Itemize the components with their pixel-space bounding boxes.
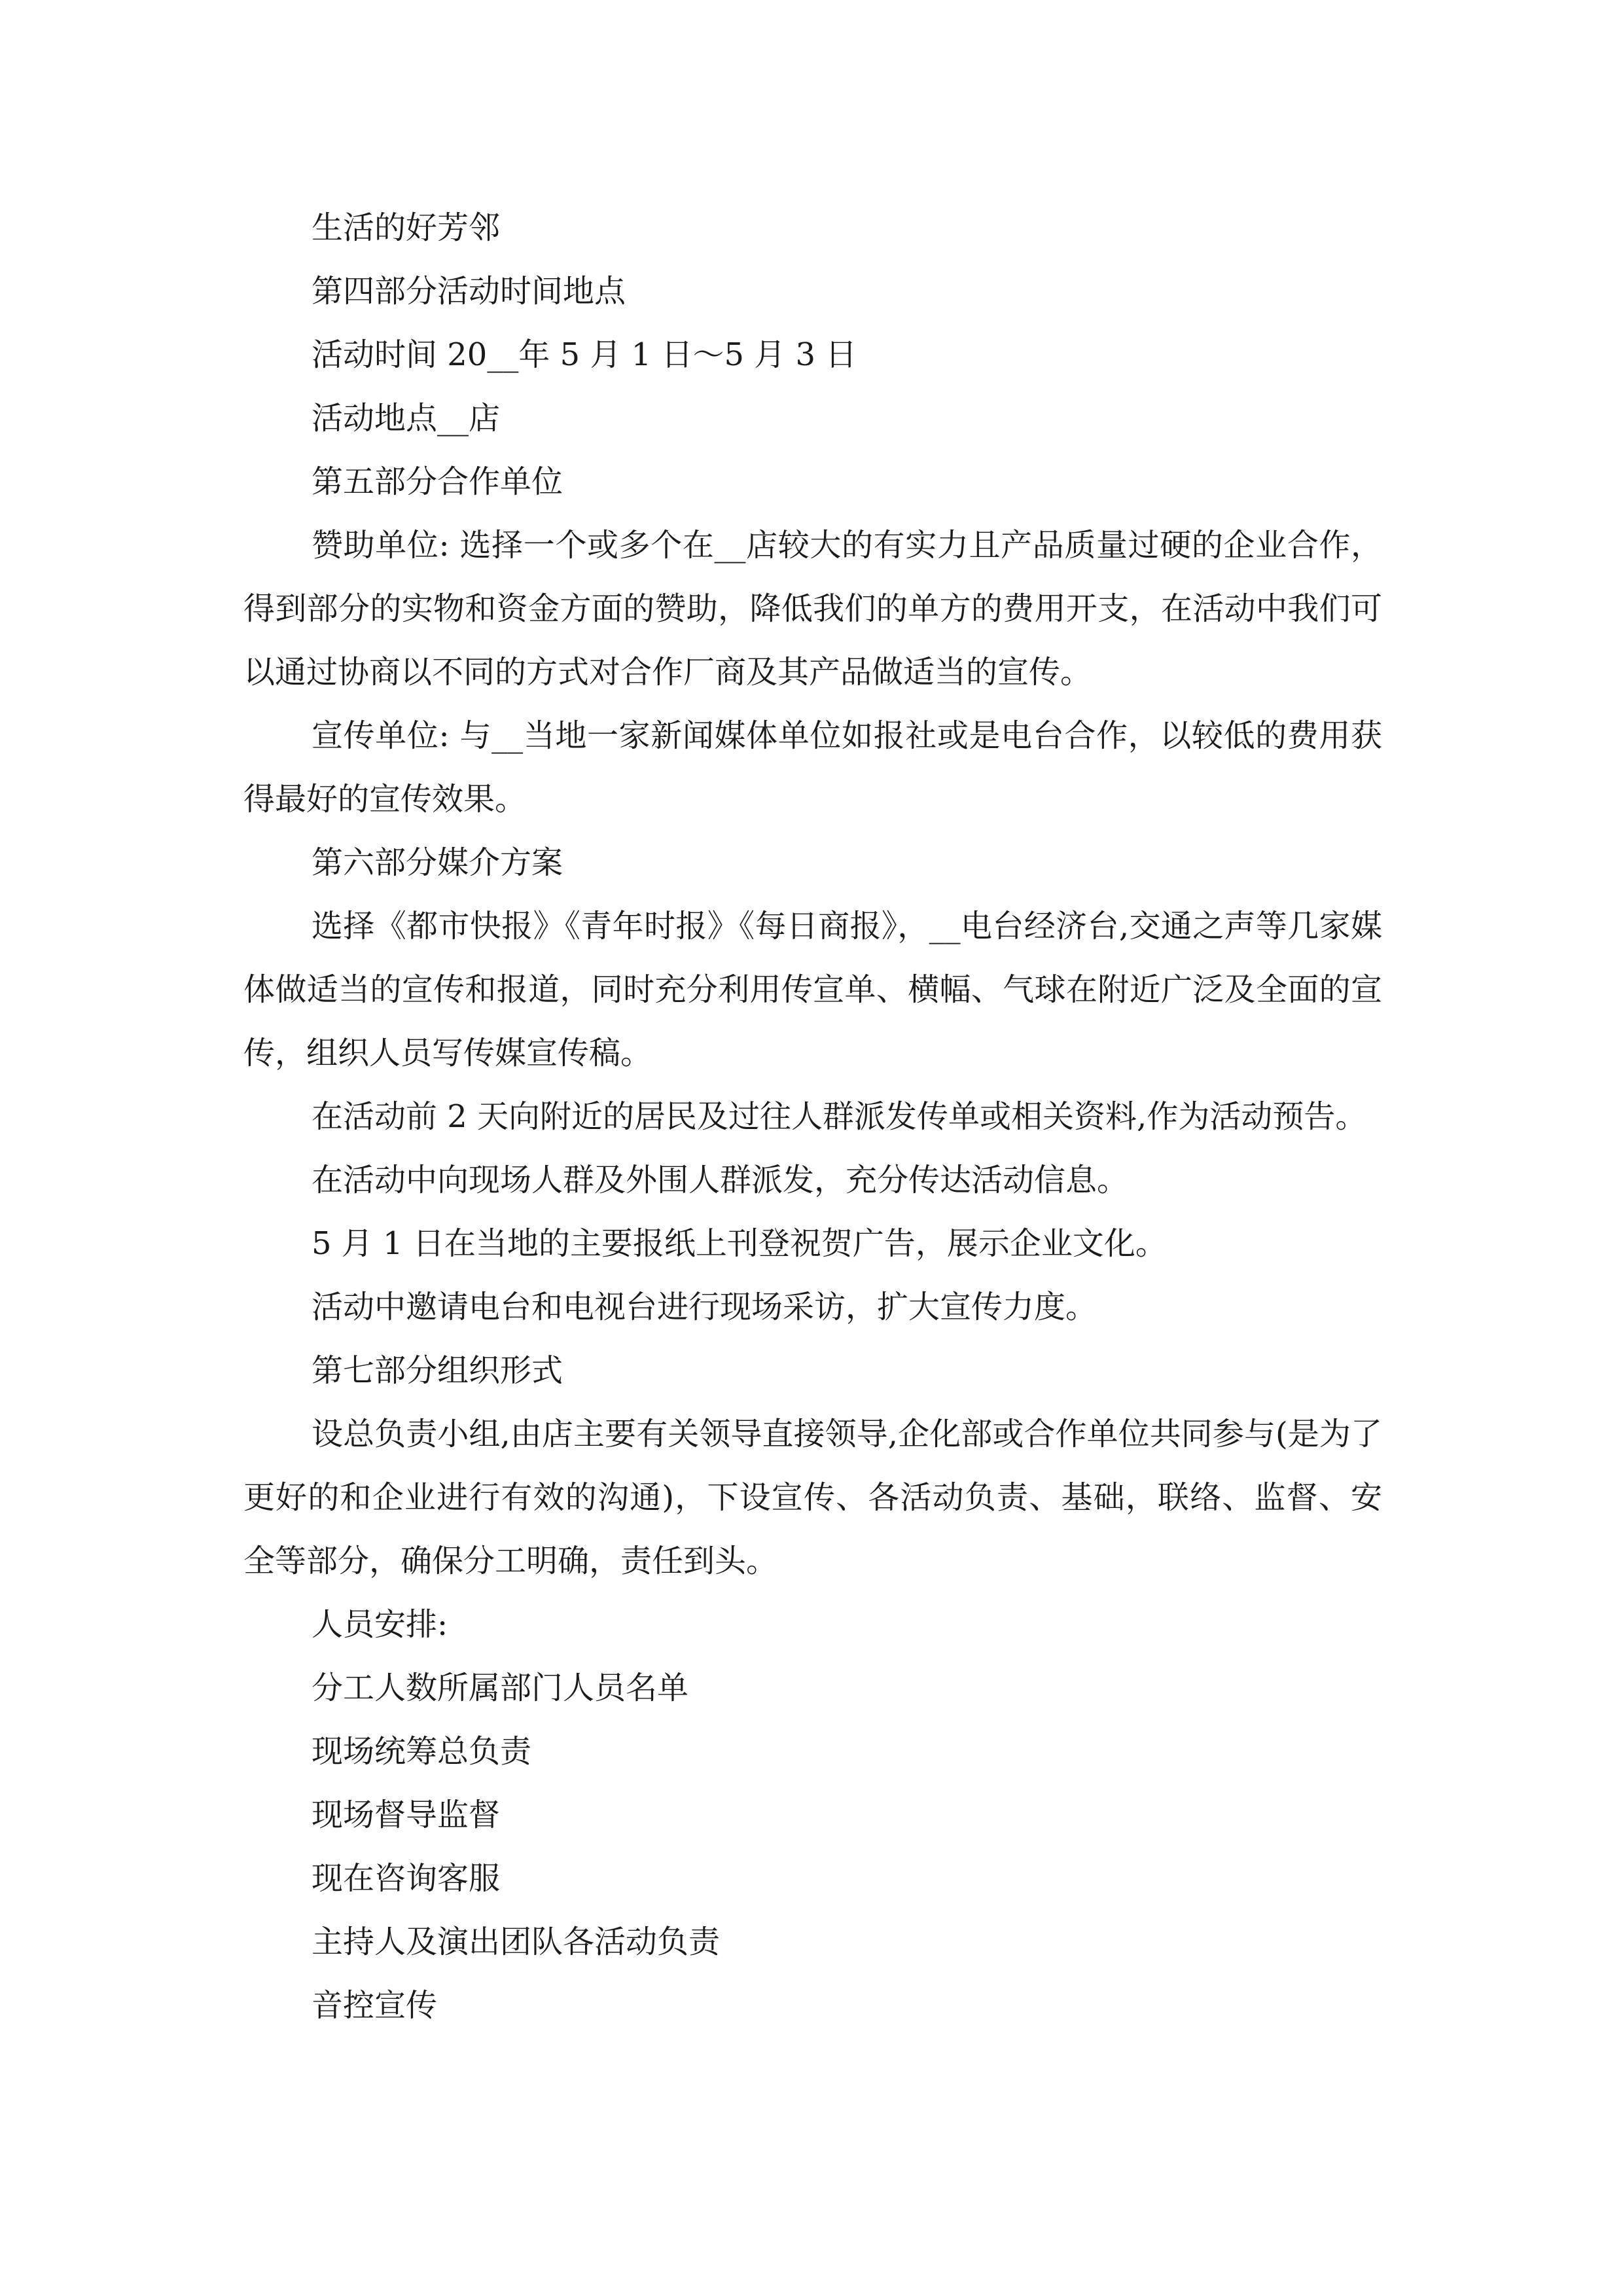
section-heading-5: 第五部分合作单位 <box>312 463 563 500</box>
text-line: 生活的好芳邻 <box>312 209 501 246</box>
activity-time: 活动时间 20__年 5 月 1 日～5 月 3 日 <box>312 336 857 373</box>
list-item: 分工人数所属部门人员名单 <box>312 1670 689 1706</box>
list-item: 现在咨询客服 <box>312 1860 501 1897</box>
organization-paragraph: 设总负责小组,由店主要有关领导直接领导,企化部或合作单位共同参与(是为了更好的和企业进行有效的沟通)，下设宣传、各活动负责、基础，联络、监督、安全等部分，确保分工明确，责任到头。 <box>243 1416 1382 1579</box>
section-heading-6: 第六部分媒介方案 <box>312 844 563 881</box>
list-item: 音控宣传 <box>312 1987 438 2024</box>
section-heading-4: 第四部分活动时间地点 <box>312 273 626 310</box>
text-line: 在活动中向现场人群及外围人群派发，充分传达活动信息。 <box>312 1162 1129 1198</box>
list-item: 现场统筹总负责 <box>312 1733 532 1770</box>
section-heading-7: 第七部分组织形式 <box>312 1352 563 1389</box>
text-line: 5 月 1 日在当地的主要报纸上刊登祝贺广告，展示企业文化。 <box>312 1225 1167 1262</box>
media-paragraph: 选择《都市快报》《青年时报》《每日商报》，__电台经济台,交通之声等几家媒体做适当的宣传和报道，同时充分利用传宣单、横幅、气球在附近广泛及全面的宣传，组织人员写传媒宣传稿。 <box>243 908 1382 1071</box>
text-line: 活动中邀请电台和电视台进行现场采访，扩大宣传力度。 <box>312 1289 1097 1325</box>
publicity-paragraph: 宣传单位: 与__当地一家新闻媒体单位如报社或是电台合作，以较低的费用获得最好的宣传效果。 <box>243 717 1382 817</box>
staff-heading: 人员安排: <box>312 1606 448 1643</box>
text-line: 在活动前 2 天向附近的居民及过往人群派发传单或相关资料,作为活动预告。 <box>312 1098 1367 1135</box>
list-item: 主持人及演出团队各活动负责 <box>312 1924 721 1960</box>
sponsor-paragraph: 赞助单位: 选择一个或多个在__店较大的有实力且产品质量过硬的企业合作，得到部分的实物和资金方面的赞助，降低我们的单方的费用开支，在活动中我们可以通过协商以不同的方式对合作厂商及其产品做适当的宣传。 <box>243 527 1382 691</box>
list-item: 现场督导监督 <box>312 1797 501 1833</box>
activity-location: 活动地点__店 <box>312 400 501 437</box>
document-body <box>243 196 1382 2037</box>
